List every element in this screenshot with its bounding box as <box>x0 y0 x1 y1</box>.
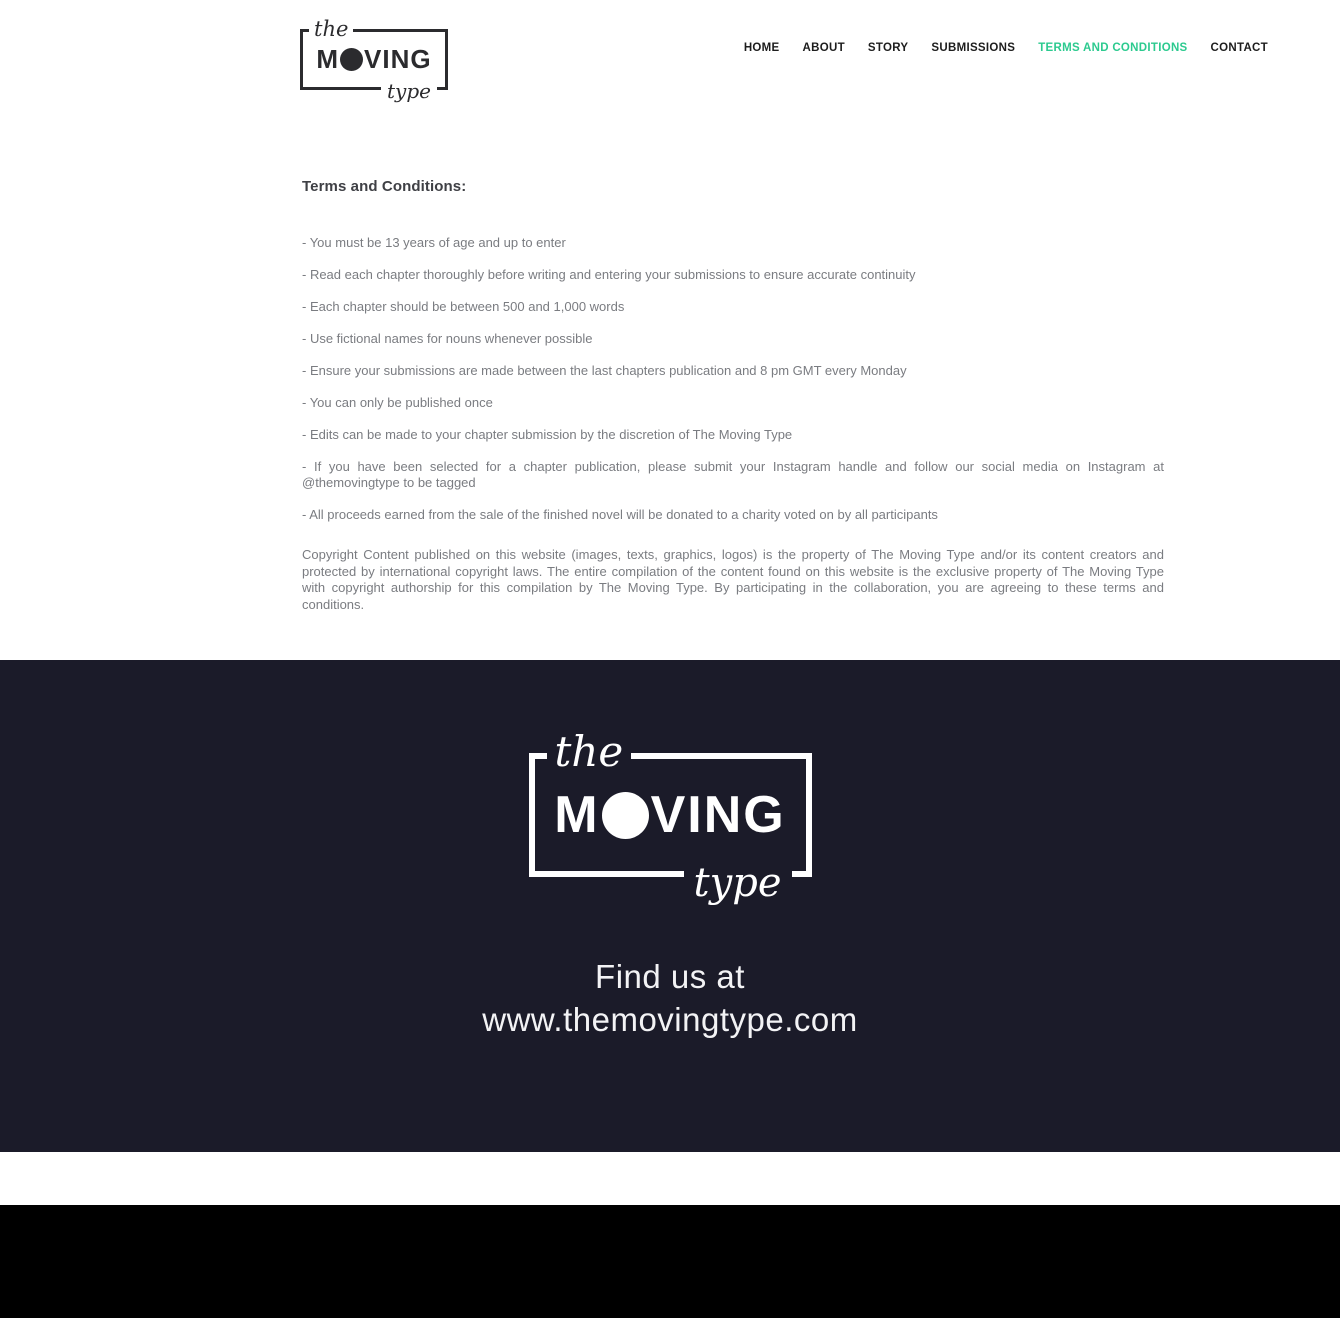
nav-contact[interactable]: CONTACT <box>1210 42 1268 54</box>
nav-about[interactable]: ABOUT <box>802 42 845 54</box>
white-strip <box>0 1152 1340 1205</box>
nav-story[interactable]: STORY <box>867 42 909 54</box>
term-item: - Ensure your submissions are made between the last chapters publication and 8 pm GMT every Monday <box>302 363 907 378</box>
site-logo[interactable] <box>300 17 448 103</box>
black-bar <box>0 1205 1340 1318</box>
term-item: - You must be 13 years of age and up to enter <box>302 235 566 250</box>
footer-logo-moving-m: M <box>554 786 600 844</box>
term-item: - Each chapter should be between 500 and 1,000 words <box>302 299 625 314</box>
nav-submissions[interactable]: SUBMISSIONS <box>931 42 1016 54</box>
header <box>0 0 1340 145</box>
term-item: - All proceeds earned from the sale of the finished novel will be donated to a charity voted on by all participants <box>302 507 938 522</box>
footer-find-us-block <box>0 955 1340 1041</box>
logo-the-script: the <box>309 19 353 40</box>
nav-home[interactable]: HOME <box>743 42 780 54</box>
copyright-paragraph: Copyright Content published on this website (images, texts, graphics, logos) is the property of The Moving Type and/or its content creators and protected by international copyright laws. The entire compilation of the content found on this website is the exclusive property of The Moving Type with copyright authorship for this compilation by The Moving Type. By participating in the collaboration, you are agreeing to these terms and conditions. <box>302 547 1164 612</box>
footer-find-us-text: Find us at <box>595 958 745 995</box>
footer-logo-moving-ving: VING <box>650 786 786 844</box>
nav-terms-and-conditions[interactable]: TERMS AND CONDITIONS <box>1038 42 1188 54</box>
footer-logo-type-script: type <box>684 863 792 903</box>
logo-o-dot-icon <box>340 48 363 71</box>
footer-logo <box>529 727 812 906</box>
footer-logo-the-script: the <box>547 731 632 773</box>
logo-moving-ving: VING <box>364 44 432 74</box>
page-title: Terms and Conditions: <box>302 178 467 195</box>
logo-type-script: type <box>381 81 437 101</box>
term-item: - Edits can be made to your chapter submission by the discretion of The Moving Type <box>302 427 793 442</box>
footer <box>0 660 1340 1152</box>
term-item: - You can only be published once <box>302 395 493 410</box>
terms-content <box>0 145 1340 613</box>
term-item: - If you have been selected for a chapter publication, please submit your Instagram handle and follow our social media on Instagram at @themovingtype to be tagged <box>302 459 1164 490</box>
logo-moving-m: M <box>316 44 340 74</box>
footer-logo-moving-wordmark <box>535 759 806 871</box>
term-item: - Use fictional names for nouns whenever possible <box>302 331 593 346</box>
footer-site-url: www.themovingtype.com <box>482 1001 858 1038</box>
footer-logo-o-dot-icon <box>602 792 649 839</box>
term-item: - Read each chapter thoroughly before writing and entering your submissions to ensure accurate continuity <box>302 267 916 282</box>
main-nav <box>744 42 1268 54</box>
